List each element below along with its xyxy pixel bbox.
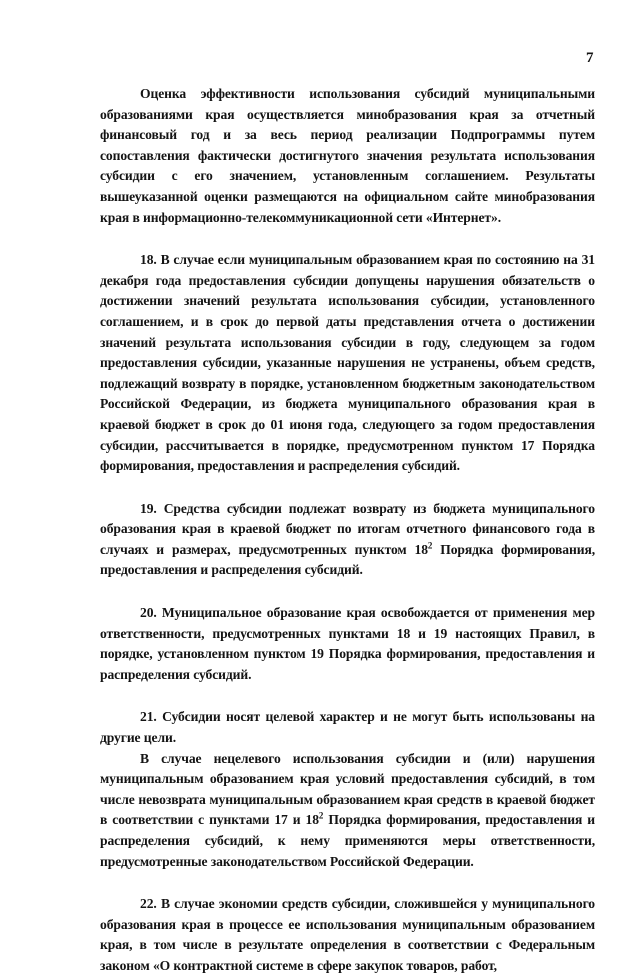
document-body: [100, 84, 595, 977]
paragraph-text: 21. Субсидии носят целевой характер и не могут быть использованы на другие цели.: [100, 709, 595, 746]
paragraph-text: 18. В случае если муниципальным образованием края по состоянию на 31 декабря года предоставления субсидии допущены нарушения обязательств о достижении значений результата использования субсидии, установленного соглашением, и в срок до первой даты представления отчета о достижении значений результата использования субсидии в году, следующем за годом предоставления субсидии, указанные нарушения не устранены, объем средств, подлежащий возврату в порядке, установленном бюджетным законодательством Российской Федерации, из бюджета муниципального образования края в краевой бюджет в срок до 01 июня года, следующего за годом предоставления субсидии, рассчитывается в порядке, предусмотренном пунктом 17 Порядка формирования, предоставления и распределения субсидий.: [100, 252, 595, 474]
paragraph-text: 20. Муниципальное образование края освобождается от применения мер ответственности, предусмотренных пунктами 18 и 19 настоящих Правил, в порядке, установленном пунктом 19 Порядка формирования, предоставления и распределения субсидий.: [100, 605, 595, 682]
paragraph-text: 19. Средства субсидии подлежат возврату из бюджета муниципального образования края в краевой бюджет по итогам отчетного финансового года в случаях и размерах, предусмотренных пунктом 18: [100, 500, 595, 557]
superscript: 2: [427, 540, 433, 551]
paragraph-text: Оценка эффективности использования субсидий муниципальными образованиями края осуществляется минобразования края за отчетный финансовый год и за весь период реализации Подпрограммы путем сопоставления фактически достигнутого значения результата использования субсидии с его значением, установленным соглашением. Результаты вышеуказанной оценки размещаются на официальном сайте минобразования края в информационно-телекоммуникационной сети «Интернет».: [100, 86, 595, 225]
paragraph-19: [100, 499, 595, 581]
paragraph-18: [100, 250, 595, 477]
superscript: 2: [318, 810, 324, 821]
paragraph-text: Порядка формирования, предоставления и распределения субсидий.: [100, 541, 595, 578]
paragraph-22: [100, 894, 595, 976]
paragraph-20: [100, 603, 595, 685]
paragraph-text: 22. В случае экономии средств субсидии, сложившейся у муниципального образования края в процессе ее использования муниципальным образованием края, в том числе в результате определения в соответствии с Федеральным законом «О контрактной системе в сфере закупок товаров, работ,: [100, 896, 595, 973]
paragraph-evaluation: [100, 84, 595, 228]
paragraph-text: Порядка формирования, предоставления и распределения субсидий, к нему применяются меры ответственности, предусмотренные законодательством Российской Федерации.: [100, 812, 595, 869]
paragraph-21: [100, 707, 595, 748]
paragraph-21-continued: [100, 749, 595, 873]
page-number: 7: [586, 50, 594, 66]
paragraph-text: В случае нецелевого использования субсидии и (или) нарушения муниципальным образованием края условий предоставления субсидий, в том числе невозврата муниципальным образованием края средств в краевой бюджет в соответствии с пунктами 17 и 18: [100, 750, 595, 828]
